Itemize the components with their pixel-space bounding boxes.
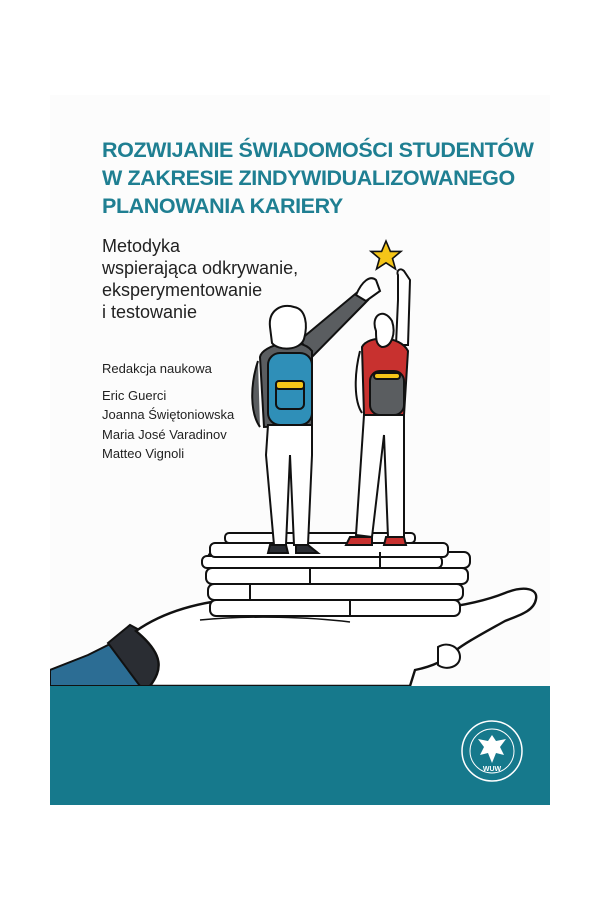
book-title-line: W ZAKRESIE ZINDYWIDUALIZOWANEGO: [102, 166, 515, 190]
editors-label: Redakcja naukowa: [102, 361, 212, 376]
book-title-line: PLANOWANIA KARIERY: [102, 194, 343, 218]
editor-name: Maria José Varadinov: [102, 426, 227, 442]
publisher-mark: WUW: [482, 766, 502, 773]
book-subtitle-line: Metodyka: [102, 236, 181, 256]
book-subtitle-line: wspierająca odkrywanie,: [102, 258, 299, 278]
book-subtitle-line: eksperymentowanie: [102, 280, 263, 300]
university-eagle-seal-icon: [460, 719, 524, 783]
star-icon: [371, 241, 401, 269]
book-stack: [202, 533, 470, 616]
book-title-line: ROZWIJANIE ŚWIADOMOŚCI STUDENTÓW: [102, 138, 534, 162]
book-subtitle-line: i testowanie: [102, 302, 198, 322]
editor-name: Eric Guerci: [102, 387, 167, 403]
editor-name: Matteo Vignoli: [102, 446, 185, 461]
book-cover: [50, 95, 550, 805]
editor-name: Joanna Świętoniowska: [102, 407, 235, 422]
thumbnail: [438, 645, 460, 668]
